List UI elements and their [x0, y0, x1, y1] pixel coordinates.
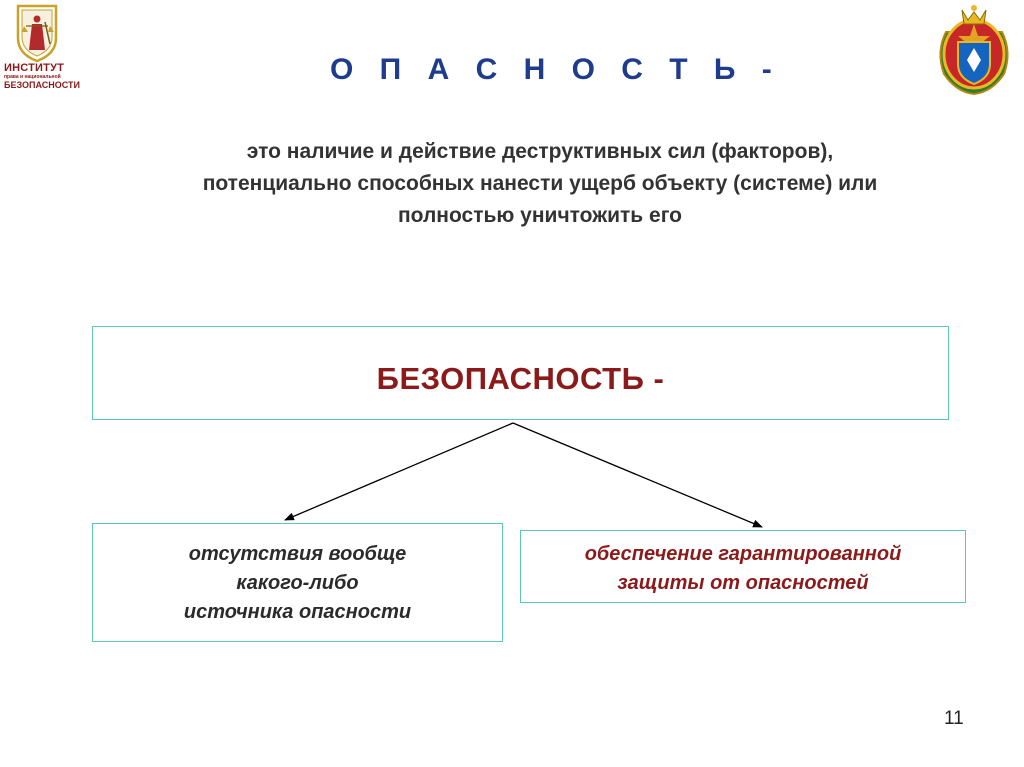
safety-box: [92, 326, 949, 420]
arrow-to-left-box: [285, 423, 513, 520]
absence-line: отсутствия вообще: [188, 543, 407, 565]
slide-title: О П А С Н О С Т Ь -: [330, 53, 781, 86]
arrow-to-right-box: [513, 423, 762, 527]
page-number: 11: [944, 708, 964, 729]
logo-line-3: БЕЗОПАСНОСТИ: [4, 80, 80, 90]
absence-line: какого-либо: [236, 572, 359, 594]
absence-line: источника опасности: [183, 601, 412, 623]
absence-box: [92, 523, 503, 642]
protection-line: обеспечение гарантированной: [584, 543, 902, 565]
protection-line: защиты от опасностей: [617, 572, 869, 594]
logo-line-1: ИНСТИТУТ: [4, 62, 65, 74]
definition-line: полностью уничтожить его: [397, 204, 683, 227]
logo-line-2: права и национальной: [4, 74, 61, 80]
definition-line: это наличие и действие деструктивных сил (факторов),: [246, 140, 834, 163]
definition-line: потенциально способных нанести ущерб объекту (системе) или: [202, 172, 878, 195]
safety-label: БЕЗОПАСНОСТЬ -: [376, 361, 665, 396]
protection-box: [520, 530, 966, 603]
